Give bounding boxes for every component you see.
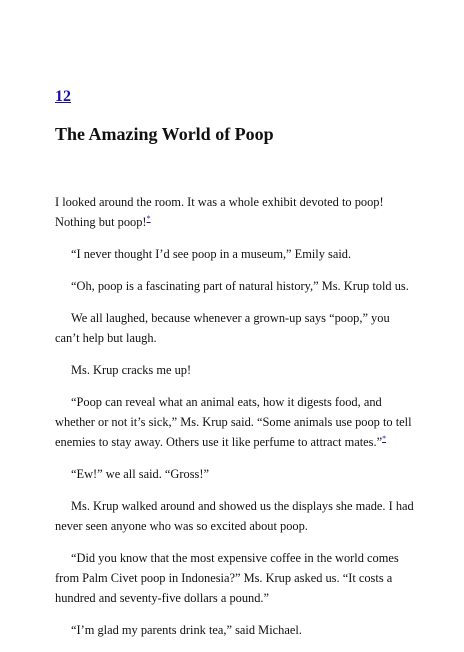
paragraph-text: “Ew!” we all said. “Gross!” — [71, 467, 209, 481]
paragraph-1 — [55, 192, 415, 232]
paragraph-10 — [55, 620, 415, 640]
paragraph-text: Ms. Krup walked around and showed us the displays she made. I had never seen anyone who was so excited about poop. — [55, 499, 414, 533]
paragraph-5 — [55, 360, 415, 380]
chapter-title: The Amazing World of Poop — [55, 124, 274, 144]
paragraph-3 — [55, 276, 415, 296]
footnote-link[interactable]: * — [382, 433, 387, 443]
paragraph-4 — [55, 308, 415, 348]
chapter-body — [55, 192, 415, 652]
footnote-link[interactable]: * — [146, 213, 151, 223]
paragraph-text: We all laughed, because whenever a grown-up says “poop,” you can’t help but laugh. — [55, 311, 390, 345]
paragraph-text: “Poop can reveal what an animal eats, how it digests food, and whether or not it’s sick,” Ms. Krup said. “Some animals use poop to tell enemies to stay away. Others use it like perfume to attract mates.” — [55, 395, 412, 449]
paragraph-9 — [55, 548, 415, 608]
paragraph-7 — [55, 464, 415, 484]
paragraph-8 — [55, 496, 415, 536]
paragraph-text: “Did you know that the most expensive coffee in the world comes from Palm Civet poop in Indonesia?” Ms. Krup asked us. “It costs a hundred and seventy-five dollars a pound.” — [55, 551, 399, 605]
paragraph-text: “I’m glad my parents drink tea,” said Michael. — [71, 623, 302, 637]
paragraph-text: I looked around the room. It was a whole exhibit devoted to poop! Nothing but poop! — [55, 195, 384, 229]
chapter-number-link[interactable]: 12 — [55, 88, 71, 105]
paragraph-2 — [55, 244, 415, 264]
paragraph-6 — [55, 392, 415, 452]
paragraph-text: Ms. Krup cracks me up! — [71, 363, 192, 377]
paragraph-text: “I never thought I’d see poop in a museum,” Emily said. — [71, 247, 352, 261]
paragraph-text: “Oh, poop is a fascinating part of natural history,” Ms. Krup told us. — [71, 279, 409, 293]
